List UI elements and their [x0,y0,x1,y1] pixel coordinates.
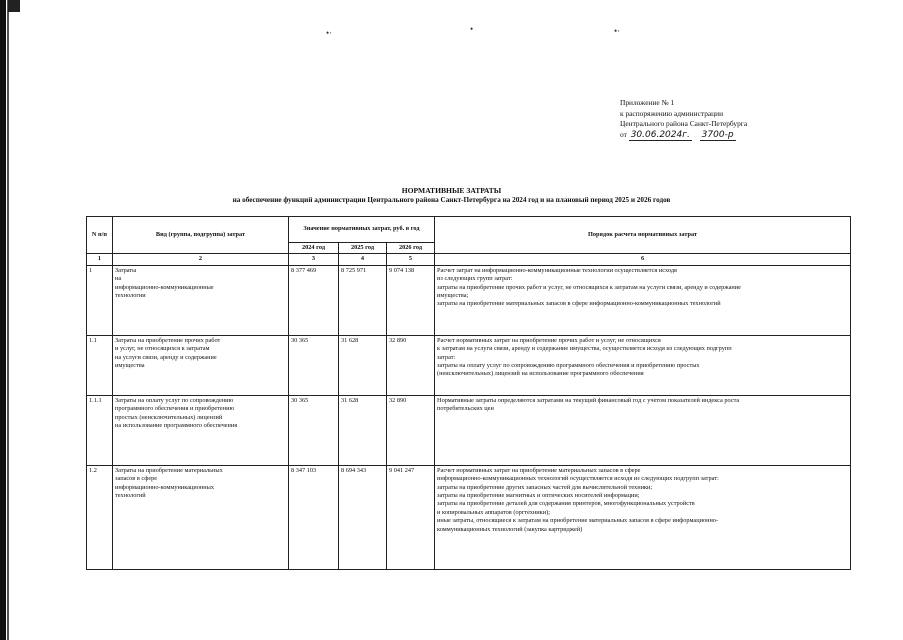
scan-speck: • [470,24,474,34]
header-method: Порядок расчета нормативных затрат [435,217,851,254]
row-value-2025: 8 725 971 [339,265,387,335]
row-value-2025: 31 628 [339,335,387,395]
appendix-block [620,98,747,141]
header-values-group: Значение нормативных затрат, руб. в год [289,217,435,243]
column-number: 4 [339,254,387,265]
header-row [87,217,851,243]
date-prefix: от [620,129,627,139]
header-2024: 2024 год [289,243,339,254]
row-value-2026: 32 890 [387,335,435,395]
row-value-2026: 9 074 138 [387,265,435,335]
row-value-2024: 30 365 [289,395,339,465]
header-2025: 2025 год [339,243,387,254]
row-num: 1 [87,265,113,335]
scan-edge [0,0,6,640]
row-method: Расчет затрат на информационно-коммуникационные технологии осуществляется исходя из следующих групп затрат: затраты на приобретение прочих работ и услуг, не относящихся к затратам на услуги связи, аренду и содержание имущества; затраты на приобретение материальных запасов в сфере информационно-коммуникационных технологий [435,265,851,335]
handwritten-number: 3700-р [701,129,734,140]
row-value-2026: 9 041 247 [387,465,435,569]
row-type: Затраты на информационно-коммуникационные технологии [113,265,289,335]
column-number: 2 [113,254,289,265]
document-subtitle: на обеспечение функций администрации Центрального района Санкт-Петербурга на 2024 год и на плановый период 2025 и 2026 годов [232,196,671,204]
row-value-2024: 8 377 469 [289,265,339,335]
scan-mark [8,0,20,12]
costs-table [86,216,851,570]
scan-edge-inner [7,0,9,640]
row-value-2024: 8 347 103 [289,465,339,569]
row-num: 1.2 [87,465,113,569]
table-row [87,395,851,465]
row-value-2025: 8 694 343 [339,465,387,569]
row-num: 1.1 [87,335,113,395]
column-numbers-row [87,254,851,265]
appendix-line: к распоряжению администрации [620,108,724,118]
appendix-date-line [620,130,747,142]
row-type: Затраты на оплату услуг по сопровождению программного обеспечения и приобретению простых (неисключительных) лицензий на использование программного обеспечения [113,395,289,465]
row-method: Расчет нормативных затрат на приобретение материальных запасов в сфере информационно-коммуникационных технологий осуществляется исходя из следующих подгрупп затрат: затраты на приобретение других запасных частей для вычислительной техники; затраты на приобретение магнитных и оптических носителей информации; затраты на приобретение деталей для содержания принтеров, многофункциональных устройств и копировальных аппаратов (оргтехники); иные затраты, относящиеся к затратам на приобретение материальных запасов в сфере информационно- коммуникационных технологий (закупка картриджей) [435,465,851,569]
handwritten-date: 30.06.2024г. [630,129,690,140]
header-num: N п/п [87,217,113,254]
row-type: Затраты на приобретение прочих работ и услуг, не относящихся к затратам на услуги связи, аренду и содержание имущества [113,335,289,395]
row-value-2026: 32 890 [387,395,435,465]
row-value-2025: 31 628 [339,395,387,465]
table-row [87,335,851,395]
column-number: 6 [435,254,851,265]
appendix-line: Центрального района Санкт-Петербурга [620,119,748,128]
header-type: Вид (группа, подгруппа) затрат [113,217,289,254]
document-title: НОРМАТИВНЫЕ ЗАТРАТЫ [401,186,502,195]
column-number: 1 [87,254,113,265]
row-type: Затраты на приобретение материальных запасов в сфере информационно-коммуникационных технологий [113,465,289,569]
scan-speck: •· [326,28,333,38]
row-num: 1.1.1 [87,395,113,465]
appendix-line: Приложение № 1 [620,98,675,107]
column-number: 3 [289,254,339,265]
column-number: 5 [387,254,435,265]
header-2026: 2026 год [387,243,435,254]
scan-speck: •· [614,26,621,36]
row-method: Нормативные затраты определяются затратами на текущий финансовый год с учетом показателей индекса роста потребительских цен [435,395,851,465]
table-row [87,265,851,335]
row-value-2024: 30 365 [289,335,339,395]
row-method: Расчет нормативных затрат на приобретение прочих работ и услуг, не относящихся к затратам на услуги связи, аренду и содержание имущества, осуществляется исходя из следующих подгрупп затрат: затраты на оплату услуг по сопровождению программного обеспечения и приобретению простых (неисключительных) лицензий на использование программного обеспечения [435,335,851,395]
table-row [87,465,851,569]
